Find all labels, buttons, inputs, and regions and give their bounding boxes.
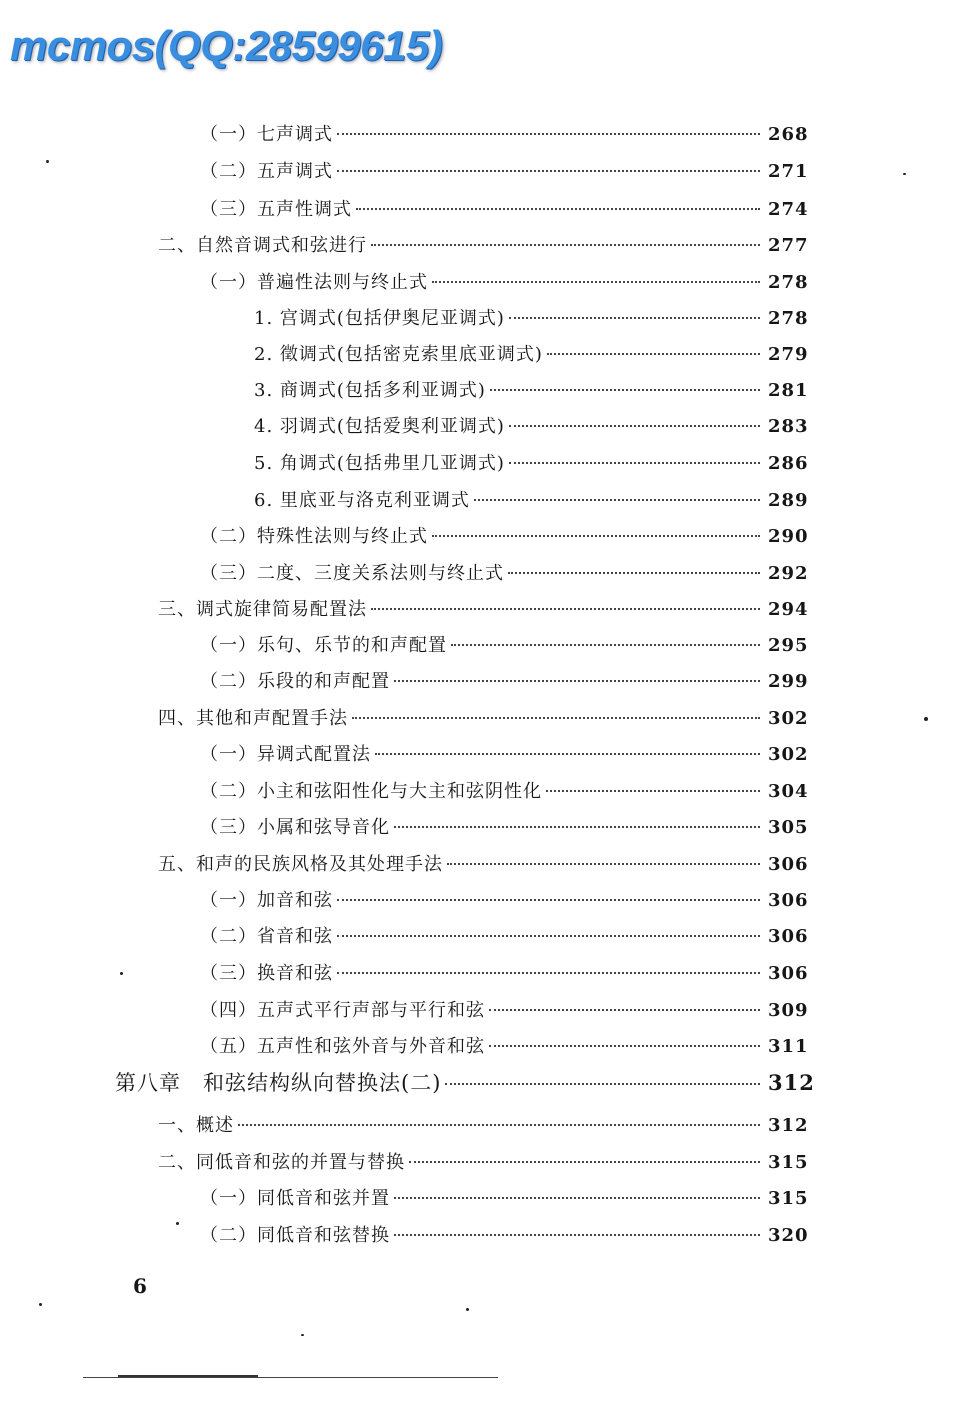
toc-entry (200, 522, 809, 552)
toc-entry-page: 271 (768, 161, 809, 182)
toc-entry (200, 559, 809, 589)
dot-leader (447, 861, 760, 865)
dot-leader (547, 351, 760, 355)
toc-entry-title: （三）换音和弦 (200, 963, 333, 984)
scan-speck (120, 972, 123, 975)
dot-leader (445, 1081, 760, 1085)
toc-entry-title: 5. 角调式(包括弗里几亚调式) (254, 453, 505, 474)
toc-entry-page: 320 (768, 1225, 809, 1246)
toc-entry-title: （二）乐段的和声配置 (200, 671, 390, 692)
toc-entry-page: 312 (768, 1070, 815, 1095)
toc-entry-title: （一）加音和弦 (200, 890, 333, 911)
scan-speck (46, 160, 49, 163)
toc-entry-title: 1. 宫调式(包括伊奥尼亚调式) (254, 308, 505, 329)
toc-section (158, 704, 809, 734)
toc-entry (200, 740, 809, 770)
toc-entry-page: 278 (768, 308, 809, 329)
dot-leader (394, 824, 760, 828)
toc-entry-page: 290 (768, 526, 809, 547)
toc-entry (200, 1221, 809, 1251)
dot-leader (394, 1195, 760, 1199)
toc-entry (200, 886, 809, 916)
toc-entry-page: 279 (768, 344, 809, 365)
dot-leader (238, 1122, 760, 1126)
toc-entry-page: 305 (768, 817, 809, 838)
toc-entry-page: 278 (768, 272, 809, 293)
scan-speck (301, 1334, 304, 1336)
toc-entry-title: 2. 徵调式(包括密克索里底亚调式) (254, 344, 543, 365)
toc-entry (200, 959, 809, 989)
toc-section (158, 231, 809, 261)
dot-leader (546, 788, 760, 792)
scan-speck (466, 1308, 469, 1311)
toc-entry (200, 667, 809, 697)
toc-section (158, 595, 809, 625)
dot-leader (509, 315, 760, 319)
dot-leader (509, 423, 760, 427)
toc-entry-title: （一）乐句、乐节的和声配置 (200, 635, 447, 656)
toc-entry-title: 第八章 和弦结构纵向替换法(二) (115, 1071, 442, 1095)
dot-leader (371, 242, 760, 246)
toc-entry-page: 306 (768, 890, 809, 911)
toc-entry-title: （二）省音和弦 (200, 926, 333, 947)
dot-leader (490, 387, 760, 391)
toc-entry (200, 631, 809, 661)
toc-entry-title: （三）二度、三度关系法则与终止式 (200, 563, 504, 584)
toc-entry-title: （二）五声调式 (200, 161, 333, 182)
toc-entry (200, 157, 809, 187)
dot-leader (432, 279, 760, 283)
toc-entry-page: 292 (768, 563, 809, 584)
toc-entry-page: 306 (768, 854, 809, 875)
toc-entry-title: 6. 里底亚与洛克利亚调式 (254, 490, 470, 511)
toc-entry-page: 289 (768, 490, 809, 511)
toc-entry-title: （二）特殊性法则与终止式 (200, 526, 428, 547)
toc-entry-page: 309 (768, 1000, 809, 1021)
dot-leader (394, 1232, 760, 1236)
toc-entry-title: （五）五声性和弦外音与外音和弦 (200, 1036, 485, 1057)
toc-entry-title: （三）小属和弦导音化 (200, 817, 390, 838)
toc-entry-page: 299 (768, 671, 809, 692)
toc-entry-title: （二）小主和弦阳性化与大主和弦阴性化 (200, 781, 542, 802)
toc-entry-title: 三、调式旋律简易配置法 (158, 599, 367, 620)
dot-leader (356, 206, 760, 210)
toc-entry-page: 286 (768, 453, 809, 474)
toc-subentry (254, 304, 809, 334)
toc-subentry (254, 376, 809, 406)
toc-entry-page: 306 (768, 963, 809, 984)
dot-leader (394, 678, 760, 682)
dot-leader (451, 642, 760, 646)
toc-entry (200, 1032, 809, 1062)
toc-section (158, 850, 809, 880)
toc-chapter (115, 1067, 815, 1097)
toc-entry-title: 二、同低音和弦的并置与替换 (158, 1152, 405, 1173)
toc-entry-title: （一）同低音和弦并置 (200, 1188, 390, 1209)
toc-entry-page: 315 (768, 1188, 809, 1209)
dot-leader (508, 570, 760, 574)
toc-entry-title: 4. 羽调式(包括爱奥利亚调式) (254, 416, 505, 437)
toc-subentry (254, 412, 809, 442)
toc-entry-title: 一、概述 (158, 1115, 234, 1136)
dot-leader (337, 897, 760, 901)
scan-speck (924, 717, 928, 721)
toc-entry-page: 306 (768, 926, 809, 947)
toc-entry-title: （三）五声性调式 (200, 199, 352, 220)
toc-entry-page: 268 (768, 124, 809, 145)
watermark-text: mcmos(QQ:28599615) (10, 22, 443, 69)
scan-speck (176, 1222, 179, 1225)
dot-leader (489, 1043, 760, 1047)
toc-entry-page: 312 (768, 1115, 809, 1136)
page-number: 6 (133, 1274, 147, 1298)
toc-entry-page: 315 (768, 1152, 809, 1173)
toc-entry (200, 268, 809, 298)
dot-leader (409, 1159, 760, 1163)
toc-entry-title: 3. 商调式(包括多利亚调式) (254, 380, 486, 401)
toc-entry-page: 302 (768, 744, 809, 765)
toc-entry (200, 120, 809, 150)
dot-leader (352, 715, 760, 719)
toc-entry-title: （四）五声式平行声部与平行和弦 (200, 1000, 485, 1021)
toc-subentry (254, 340, 809, 370)
dot-leader (375, 751, 760, 755)
toc-entry (200, 1184, 809, 1214)
toc-entry-page: 304 (768, 781, 809, 802)
toc-entry-page: 294 (768, 599, 809, 620)
toc-entry (200, 813, 809, 843)
toc-entry-page: 281 (768, 380, 809, 401)
toc-entry-title: （一）普遍性法则与终止式 (200, 272, 428, 293)
toc-subentry (254, 486, 809, 516)
toc-entry-page: 277 (768, 235, 809, 256)
dot-leader (371, 606, 760, 610)
bottom-rule (83, 1377, 498, 1378)
toc-entry-page: 311 (768, 1036, 809, 1057)
toc-entry-title: 四、其他和声配置手法 (158, 708, 348, 729)
toc-entry (200, 195, 809, 225)
toc-entry (200, 777, 809, 807)
dot-leader (337, 168, 760, 172)
toc-entry-page: 302 (768, 708, 809, 729)
toc-entry-title: 二、自然音调式和弦进行 (158, 235, 367, 256)
toc-entry-title: 五、和声的民族风格及其处理手法 (158, 854, 443, 875)
toc-entry (200, 922, 809, 952)
toc-section (158, 1111, 809, 1141)
dot-leader (337, 131, 760, 135)
toc-entry-page: 295 (768, 635, 809, 656)
dot-leader (474, 497, 760, 501)
toc-entry-page: 283 (768, 416, 809, 437)
dot-leader (432, 533, 760, 537)
toc-subentry (254, 449, 809, 479)
dot-leader (509, 460, 760, 464)
toc-section (158, 1148, 809, 1178)
toc-entry-page: 274 (768, 199, 809, 220)
toc-entry-title: （二）同低音和弦替换 (200, 1225, 390, 1246)
bottom-rule-accent (118, 1375, 258, 1377)
dot-leader (337, 970, 760, 974)
dot-leader (489, 1007, 760, 1011)
dot-leader (337, 933, 760, 937)
toc-entry-title: （一）异调式配置法 (200, 744, 371, 765)
toc-entry (200, 996, 809, 1026)
scan-speck (903, 173, 906, 175)
toc-entry-title: （一）七声调式 (200, 124, 333, 145)
scan-speck (39, 1303, 42, 1306)
